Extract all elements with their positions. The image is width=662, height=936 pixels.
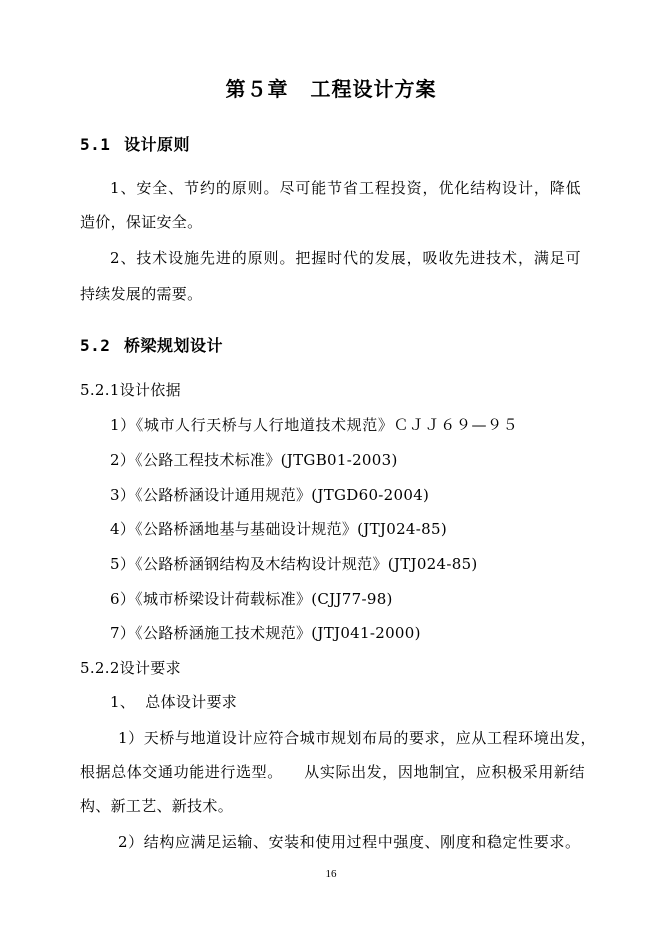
- reference-item: 6）《城市桥梁设计荷载标准》(CJJ77-98): [110, 590, 393, 608]
- section-title: 桥梁规划设计: [124, 336, 224, 355]
- paragraph-line: 1）天桥与地道设计应符合城市规划布局的要求，应从工程环境出发，: [118, 729, 597, 747]
- paragraph-line: 构、新工艺、新技术。: [80, 797, 234, 815]
- section-heading-5-1: [80, 132, 190, 155]
- paragraph-line: 根据总体交通功能进行选型。 从实际出发，因地制宜，应积极采用新结: [80, 763, 586, 781]
- subsection-title: 5.2.1设计依据: [80, 381, 181, 399]
- section-number: 5.2: [80, 336, 111, 355]
- paragraph-line: 持续发展的需要。: [80, 285, 203, 303]
- chapter-title: [0, 73, 662, 102]
- reference-item: 5）《公路桥涵钢结构及木结构设计规范》(JTJ024-85): [110, 555, 478, 573]
- reference-item: 7）《公路桥涵施工技术规范》(JTJ041-2000): [110, 624, 421, 642]
- requirement-heading: 1、 总体设计要求: [110, 693, 238, 711]
- subsection-title: 5.2.2设计要求: [80, 659, 181, 677]
- paragraph-line: 1、安全、节约的原则。尽可能节省工程投资，优化结构设计，降低: [110, 179, 582, 197]
- paragraph-line: 造价，保证安全。: [80, 213, 203, 231]
- chapter-name: 工程设计方案: [310, 77, 437, 101]
- reference-item: 4）《公路桥涵地基与基础设计规范》(JTJ024-85): [110, 520, 447, 538]
- page-number: 16: [325, 868, 337, 880]
- reference-item: 2）《公路工程技术标准》(JTGB01-2003): [110, 451, 398, 469]
- section-title: 设计原则: [124, 135, 191, 154]
- reference-item: 3）《公路桥涵设计通用规范》(JTGD60-2004): [110, 486, 430, 504]
- section-heading-5-2: [80, 333, 223, 356]
- paragraph-line: 2、技术设施先进的原则。把握时代的发展，吸收先进技术，满足可: [110, 249, 582, 267]
- reference-item: 1）《城市人行天桥与人行地道技术规范》ＣＪＪ６９—９５: [110, 416, 519, 434]
- paragraph-line: 2）结构应满足运输、安装和使用过程中强度、刚度和稳定性要求。: [118, 833, 581, 851]
- chapter-number: 第５章: [225, 77, 289, 101]
- section-number: 5.1: [80, 135, 111, 154]
